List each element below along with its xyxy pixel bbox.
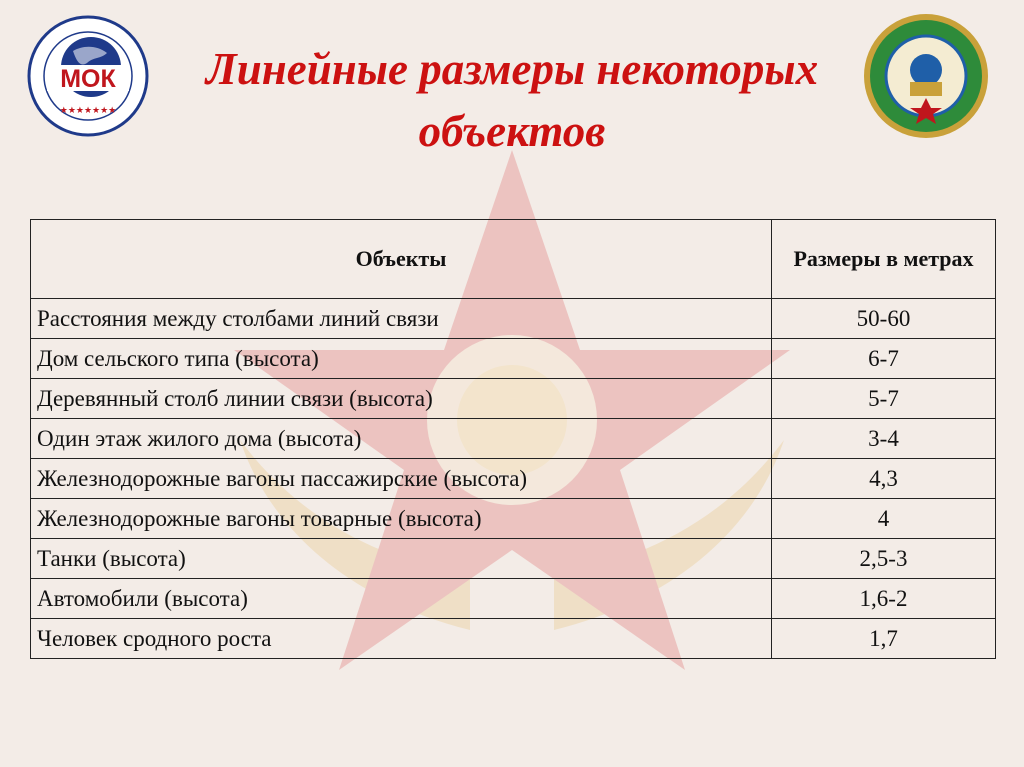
table-header-row xyxy=(31,220,996,299)
object-cell: Деревянный столб линии связи (высота) xyxy=(31,379,772,419)
size-cell: 50-60 xyxy=(772,299,996,339)
table-row xyxy=(31,299,996,339)
object-cell: Железнодорожные вагоны товарные (высота) xyxy=(31,499,772,539)
object-cell: Один этаж жилого дома (высота) xyxy=(31,419,772,459)
size-cell: 6-7 xyxy=(772,339,996,379)
table-row xyxy=(31,419,996,459)
size-column-header: Размеры в метрах xyxy=(772,220,996,299)
slide-title: Линейные размеры некоторых объектов xyxy=(205,44,819,156)
table-row xyxy=(31,379,996,419)
object-cell: Железнодорожные вагоны пассажирские (высота) xyxy=(31,459,772,499)
size-cell: 4 xyxy=(772,499,996,539)
object-cell: Человек сродного роста xyxy=(31,619,772,659)
object-cell: Дом сельского типа (высота) xyxy=(31,339,772,379)
object-cell: Расстояния между столбами линий связи xyxy=(31,299,772,339)
svg-text:МОК: МОК xyxy=(60,65,116,93)
size-cell: 1,6-2 xyxy=(772,579,996,619)
size-cell: 4,3 xyxy=(772,459,996,499)
size-cell: 5-7 xyxy=(772,379,996,419)
size-cell: 1,7 xyxy=(772,619,996,659)
table-row xyxy=(31,499,996,539)
object-cell: Автомобили (высота) xyxy=(31,579,772,619)
table-row xyxy=(31,619,996,659)
size-cell: 3-4 xyxy=(772,419,996,459)
table-row xyxy=(31,579,996,619)
table-row xyxy=(31,539,996,579)
table-row xyxy=(31,339,996,379)
table-row xyxy=(31,459,996,499)
svg-text:★★★★★★★: ★★★★★★★ xyxy=(59,106,117,116)
object-sizes-table xyxy=(30,219,996,659)
object-cell: Танки (высота) xyxy=(31,539,772,579)
objects-column-header: Объекты xyxy=(31,220,772,299)
size-cell: 2,5-3 xyxy=(772,539,996,579)
